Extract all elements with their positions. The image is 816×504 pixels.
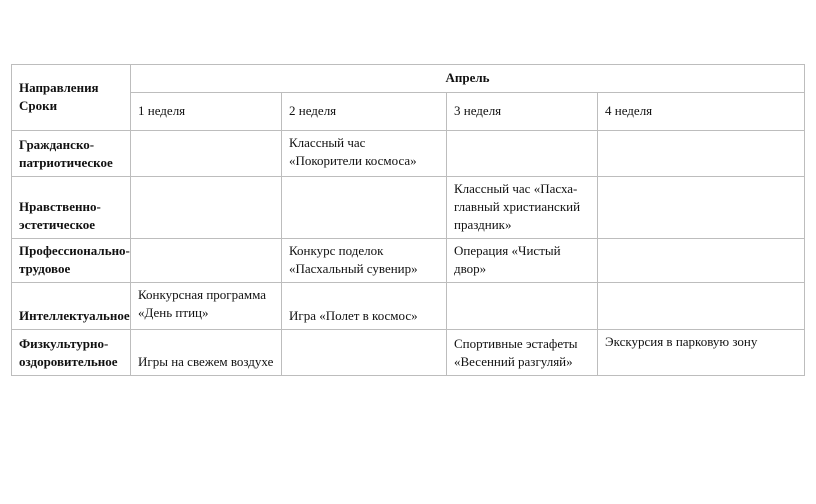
activity-plan-table [11,64,805,376]
direction-label: патриотическое [19,155,113,170]
activity-cell: Классный час «Пасха- главный христианский праздник» [447,177,598,239]
table-row [12,330,805,376]
direction-label: Гражданско- [19,137,95,152]
direction-label: Профессионально- [19,243,130,258]
header-row-month [12,65,805,93]
header-month: Апрель [131,65,805,93]
activity-cell [447,131,598,177]
direction-cell [12,330,131,376]
direction-label: трудовое [19,261,71,276]
activity-cell [131,177,282,239]
header-week-1: 1 неделя [131,93,282,131]
activity-cell: Экскурсия в парковую зону [598,330,805,376]
header-terms-label: Сроки [19,98,58,113]
header-week-2: 2 неделя [282,93,447,131]
activity-cell [131,131,282,177]
activity-cell: Операция «Чистый двор» [447,239,598,283]
activity-cell: Классный час «Покорители космоса» [282,131,447,177]
header-direction-cell [12,65,131,131]
header-row-weeks [12,93,805,131]
activity-cell [598,131,805,177]
activity-cell [447,283,598,330]
direction-label: Интеллектуальное [19,308,130,323]
direction-label: оздоровительное [19,354,118,369]
activity-cell: Конкурс поделок «Пасхальный сувенир» [282,239,447,283]
activity-cell: Конкурсная программа «День птиц» [131,283,282,330]
table-row [12,239,805,283]
header-week-4: 4 неделя [598,93,805,131]
activity-cell: Игра «Полет в космос» [282,283,447,330]
header-direction-label: Направления [19,80,99,95]
direction-label: Нравственно- [19,199,101,214]
direction-label: эстетическое [19,217,96,232]
header-week-3: 3 неделя [447,93,598,131]
direction-label: Физкультурно- [19,336,109,351]
table-row [12,177,805,239]
direction-cell [12,131,131,177]
activity-cell [131,239,282,283]
activity-cell [282,330,447,376]
direction-cell [12,283,131,330]
activity-cell: Спортивные эстафеты «Весенний разгуляй» [447,330,598,376]
activity-cell [598,283,805,330]
table-row [12,131,805,177]
activity-cell [598,239,805,283]
table-row [12,283,805,330]
activity-cell [598,177,805,239]
direction-cell [12,177,131,239]
activity-cell: Игры на свежем воздухе [131,330,282,376]
direction-cell [12,239,131,283]
activity-cell [282,177,447,239]
